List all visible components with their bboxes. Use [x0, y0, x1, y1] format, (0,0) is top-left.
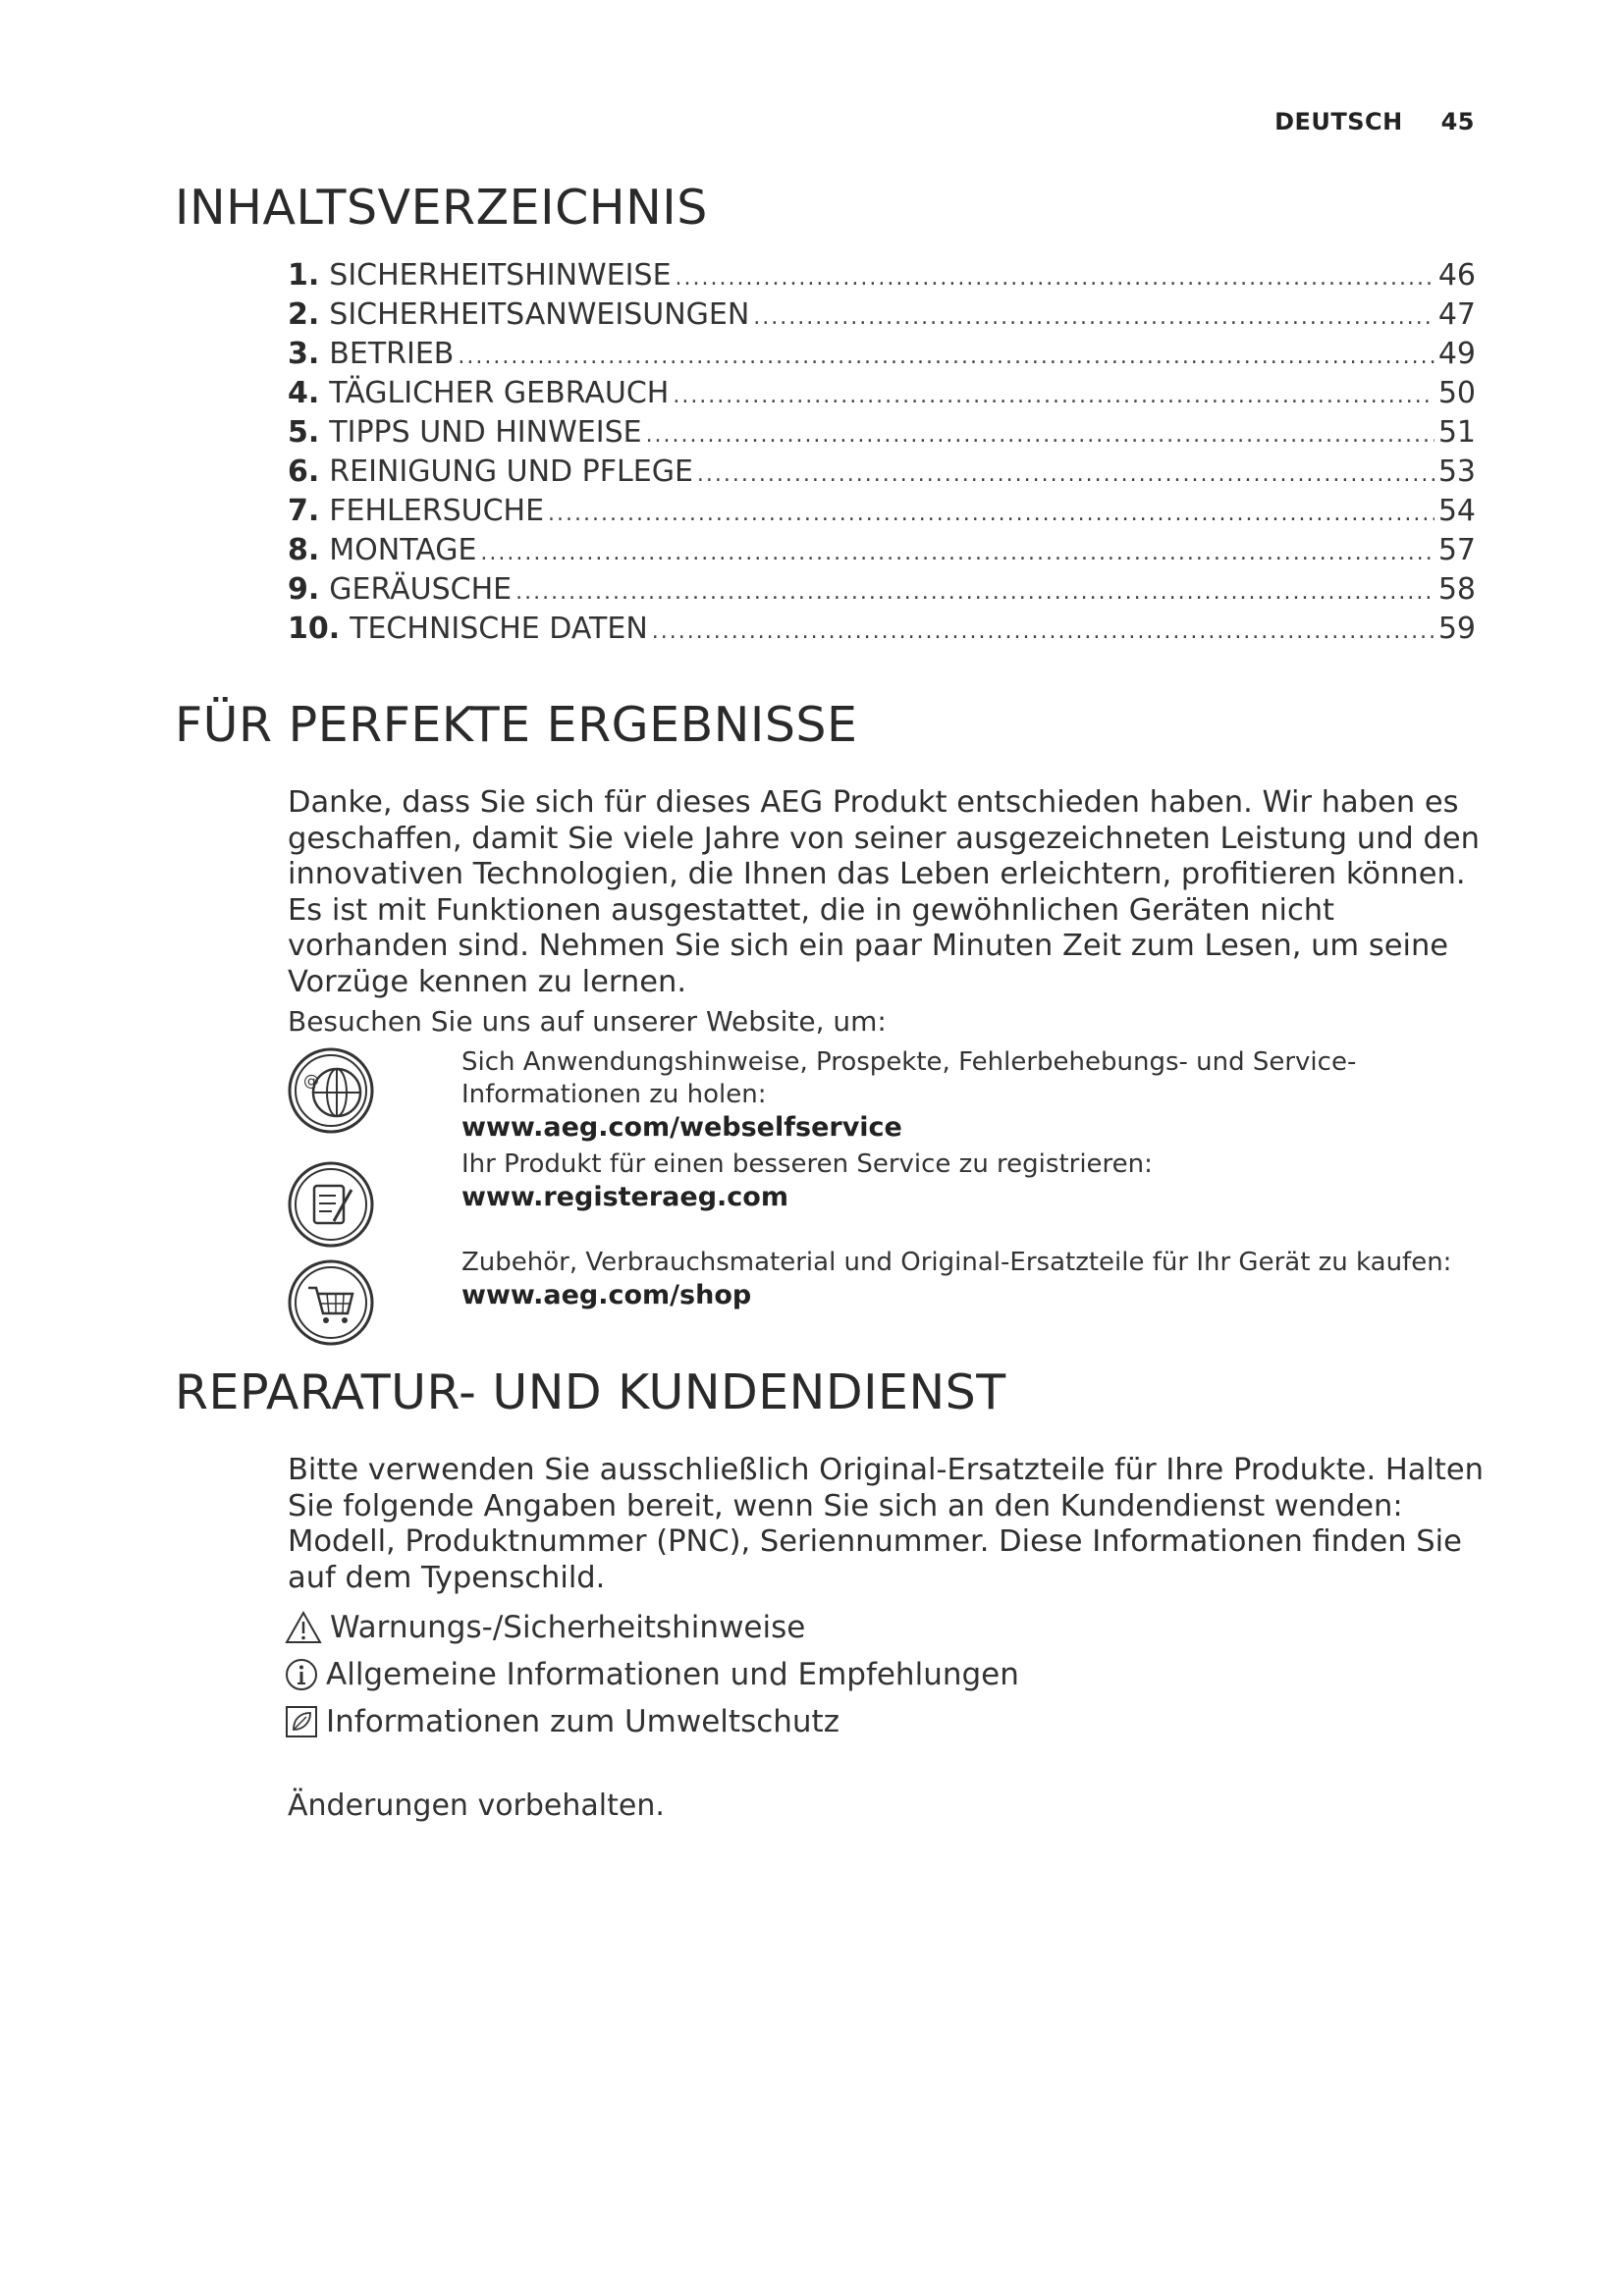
toc-item-number: 8.: [288, 533, 320, 567]
repair-paragraph: Bitte verwenden Sie ausschließlich Original-Ersatzteile für Ihre Produkte. Halten Sie folgende Angaben bereit, wenn Sie sich an den Kundendienst wenden: Modell, Produktnummer (PNC), Seriennummer. Diese Informationen finden Sie auf dem Typenschild.: [288, 1453, 1484, 1595]
page-header: [1274, 108, 1475, 135]
toc-item-page: 51: [1437, 415, 1476, 450]
toc-item-title: TECHNISCHE DATEN: [350, 612, 648, 646]
toc-item-page: 57: [1437, 533, 1476, 567]
legend-label: Warnungs-/Sicherheitshinweise: [330, 1610, 806, 1645]
toc-leader-dots: [458, 345, 1434, 369]
toc-item-number: 5.: [288, 415, 320, 450]
legend-label: Informationen zum Umweltschutz: [326, 1704, 839, 1739]
toc-item[interactable]: [288, 572, 1476, 612]
toc-leader-dots: [652, 619, 1435, 644]
toc-item-number: 7.: [288, 494, 320, 528]
leaf-box-icon: [285, 1705, 318, 1738]
toc-item-title: REINIGUNG UND PFLEGE: [329, 454, 693, 489]
perfect-results-heading: FÜR PERFEKTE ERGEBNISSE: [175, 697, 858, 753]
info-circle-icon: [285, 1658, 318, 1691]
toc-item-page: 59: [1437, 612, 1476, 646]
toc-item[interactable]: [288, 533, 1476, 572]
toc-item-number: 10.: [288, 612, 341, 646]
toc-item[interactable]: [288, 258, 1476, 297]
toc-leader-dots: [646, 423, 1435, 448]
toc-item[interactable]: [288, 612, 1476, 651]
toc-leader-dots: [676, 266, 1435, 291]
registeraeg-link[interactable]: www.registeraeg.com: [461, 1182, 788, 1212]
toc-item-number: 3.: [288, 337, 320, 371]
shopping-cart-icon: [287, 1258, 375, 1347]
header-language: DEUTSCH: [1274, 108, 1403, 135]
service-description: Sich Anwendungshinweise, Prospekte, Fehlerbehebungs- und Service-Informationen zu holen:: [461, 1047, 1357, 1109]
service-description: Zubehör, Verbrauchsmaterial und Original-Ersatzteile für Ihr Gerät zu kaufen:: [461, 1248, 1452, 1277]
toc-item-number: 6.: [288, 454, 320, 489]
service-description: Ihr Produkt für einen besseren Service zu registrieren:: [461, 1149, 1153, 1179]
toc-item-number: 9.: [288, 572, 320, 607]
toc-item[interactable]: [288, 494, 1476, 533]
toc-item[interactable]: [288, 415, 1476, 454]
toc-item-title: GERÄUSCHE: [329, 572, 513, 607]
toc-item-title: SICHERHEITSANWEISUNGEN: [329, 297, 750, 332]
toc-item-number: 2.: [288, 297, 320, 332]
globe-at-icon: [287, 1046, 375, 1135]
legend-item: [285, 1610, 1168, 1645]
toc-item-title: FEHLERSUCHE: [329, 494, 545, 528]
toc-item-page: 49: [1437, 337, 1476, 371]
repair-service-heading: REPARATUR- UND KUNDENDIENST: [175, 1364, 1006, 1420]
table-of-contents: [288, 258, 1476, 651]
webselfservice-link[interactable]: www.aeg.com/webselfservice: [461, 1112, 902, 1143]
toc-item-title: MONTAGE: [329, 533, 477, 567]
shop-link[interactable]: www.aeg.com/shop: [461, 1280, 752, 1310]
legend-item: [285, 1704, 1168, 1739]
toc-item-number: 4.: [288, 376, 320, 410]
toc-leader-dots: [697, 462, 1435, 487]
toc-item[interactable]: [288, 376, 1476, 415]
toc-item-page: 53: [1437, 454, 1476, 489]
toc-leader-dots: [673, 384, 1434, 408]
service-text-block: [461, 1046, 1502, 1144]
svg-text:@: @: [303, 1071, 319, 1090]
toc-item-page: 46: [1437, 258, 1476, 293]
toc-leader-dots: [480, 541, 1434, 565]
service-text-block: [461, 1148, 1502, 1213]
toc-item-title: TIPPS UND HINWEISE: [329, 415, 642, 450]
toc-item[interactable]: [288, 454, 1476, 494]
register-note-icon: [287, 1160, 375, 1249]
visit-text: Besuchen Sie uns auf unserer Website, um:: [288, 1005, 887, 1038]
toc-leader-dots: [515, 580, 1435, 605]
changes-reserved-note: Änderungen vorbehalten.: [288, 1789, 665, 1823]
toc-item-title: BETRIEB: [329, 337, 455, 371]
toc-heading: INHALTSVERZEICHNIS: [175, 180, 708, 236]
toc-item-page: 58: [1437, 572, 1476, 607]
intro-paragraph: Danke, dass Sie sich für dieses AEG Produkt entschieden haben. Wir haben es geschaffen, damit Sie viele Jahre von seiner ausgezeichneten Leistung und den innovativen Technologien, die Ihnen das Leben erleichtern, profitieren können. Es ist mit Funktionen ausgestattet, die in gewöhnlichen Geräten nicht vorhanden sind. Nehmen Sie sich ein paar Minuten Zeit zum Lesen, um seine Vorzüge kennen zu lernen.: [288, 785, 1480, 999]
toc-leader-dots: [753, 305, 1435, 330]
toc-item-page: 54: [1437, 494, 1476, 528]
header-page-number: 45: [1440, 108, 1475, 135]
legend-label: Allgemeine Informationen und Empfehlungen: [326, 1657, 1019, 1692]
legend-item: [285, 1657, 1168, 1692]
toc-item[interactable]: [288, 337, 1476, 376]
service-text-block: [461, 1247, 1502, 1311]
toc-leader-dots: [548, 502, 1435, 526]
toc-item-title: SICHERHEITSHINWEISE: [329, 258, 672, 293]
toc-item-page: 47: [1437, 297, 1476, 332]
toc-item-page: 50: [1437, 376, 1476, 410]
toc-item-title: TÄGLICHER GEBRAUCH: [329, 376, 670, 410]
toc-item[interactable]: [288, 297, 1476, 337]
warning-triangle-icon: [285, 1611, 322, 1644]
toc-item-number: 1.: [288, 258, 320, 293]
